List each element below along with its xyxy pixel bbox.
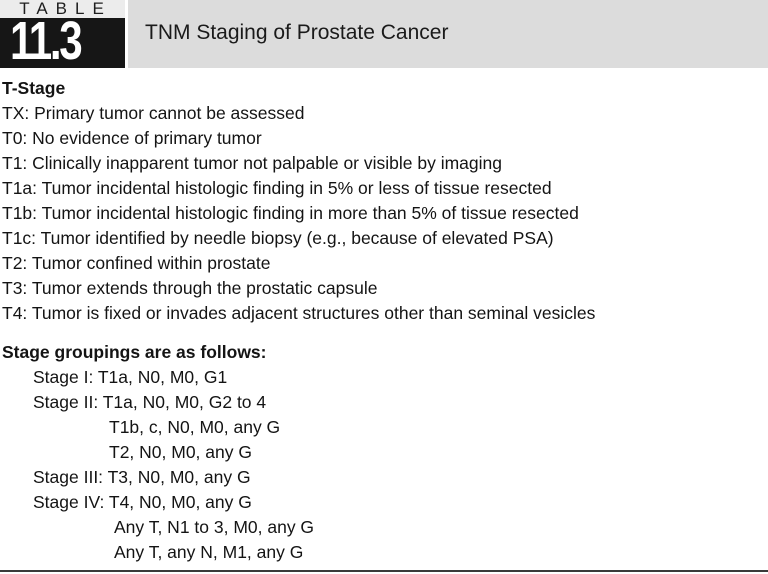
t-stage-item: T1c: Tumor identified by needle biopsy (e.g., because of elevated PSA) bbox=[2, 228, 554, 248]
t-stage-item: T1a: Tumor incidental histologic finding in 5% or less of tissue resected bbox=[2, 178, 552, 198]
stage-groupings-heading: Stage groupings are as follows: bbox=[2, 342, 267, 362]
stage-grouping-item: Any T, any N, M1, any G bbox=[114, 542, 304, 562]
stage-grouping-item: T1b, c, N0, M0, any G bbox=[109, 417, 281, 437]
t-stage-item: TX: Primary tumor cannot be assessed bbox=[2, 103, 305, 123]
stage-grouping-item: T2, N0, M0, any G bbox=[109, 442, 252, 462]
t-stage-item: T1: Clinically inapparent tumor not palpable or visible by imaging bbox=[2, 153, 502, 173]
stage-grouping-item: Stage II: T1a, N0, M0, G2 to 4 bbox=[33, 392, 267, 412]
t-stage-item: T0: No evidence of primary tumor bbox=[2, 128, 262, 148]
table-number-badge bbox=[0, 0, 125, 71]
table-number: 11.3 bbox=[10, 11, 81, 71]
header-divider bbox=[125, 0, 128, 68]
table-title: TNM Staging of Prostate Cancer bbox=[145, 21, 449, 44]
stage-grouping-item: Stage III: T3, N0, M0, any G bbox=[33, 467, 251, 487]
t-stage-item: T2: Tumor confined within prostate bbox=[2, 253, 271, 273]
t-stage-item: T3: Tumor extends through the prostatic capsule bbox=[2, 278, 378, 298]
table-header bbox=[0, 0, 768, 71]
stage-grouping-item: Any T, N1 to 3, M0, any G bbox=[114, 517, 315, 537]
bottom-rule bbox=[0, 570, 768, 572]
table-label: TABLE bbox=[0, 0, 125, 18]
t-stage-heading: T-Stage bbox=[2, 78, 66, 98]
t-stage-item: T1b: Tumor incidental histologic finding in more than 5% of tissue resected bbox=[2, 203, 579, 223]
stage-grouping-item: Stage IV: T4, N0, M0, any G bbox=[33, 492, 252, 512]
section-spacer bbox=[2, 326, 762, 340]
stage-grouping-item: Stage I: T1a, N0, M0, G1 bbox=[33, 367, 228, 387]
t-stage-item: T4: Tumor is fixed or invades adjacent structures other than seminal vesicles bbox=[2, 303, 596, 323]
table-body bbox=[2, 76, 762, 565]
